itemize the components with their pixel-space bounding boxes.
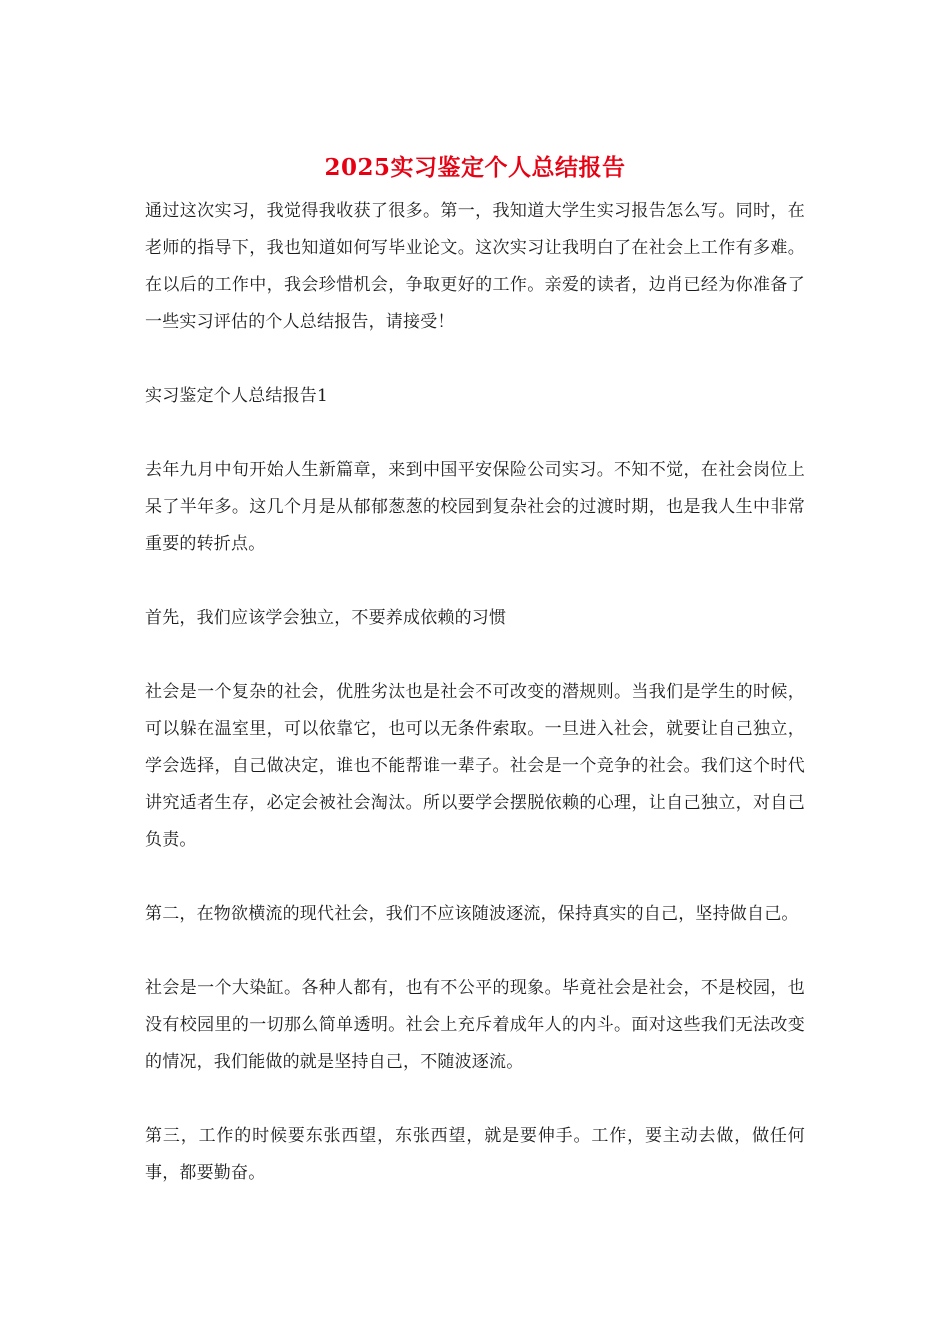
body-paragraph: 社会是一个复杂的社会，优胜劣汰也是社会不可改变的潜规则。当我们是学生的时候，可以躲在温室里，可以依靠它，也可以无条件索取。一旦进入社会，就要让自己独立，学会选择，自己做决定，谁也不能帮谁一辈子。社会是一个竞争的社会。我们这个时代讲究适者生存，必定会被社会淘汰。所以要学会摆脱依赖的心理，让自己独立，对自己负责。: [145, 682, 805, 850]
point-heading-first: 首先，我们应该学会独立，不要养成依赖的习惯: [145, 608, 507, 628]
document-body: [145, 193, 805, 1192]
section-heading-report-1: 实习鉴定个人总结报告1: [145, 386, 329, 406]
body-paragraph: 社会是一个大染缸。各种人都有，也有不公平的现象。毕竟社会是社会，不是校园，也没有校园里的一切那么简单透明。社会上充斥着成年人的内斗。面对这些我们无法改变的情况，我们能做的就是坚持自己，不随波逐流。: [145, 978, 805, 1072]
point-heading-second: 第二，在物欲横流的现代社会，我们不应该随波逐流，保持真实的自己，坚持做自己。: [145, 904, 799, 924]
body-paragraph: 去年九月中旬开始人生新篇章，来到中国平安保险公司实习。不知不觉，在社会岗位上呆了半年多。这几个月是从郁郁葱葱的校园到复杂社会的过渡时期，也是我人生中非常重要的转折点。: [145, 460, 805, 554]
point-heading-third: 第三，工作的时候要东张西望，东张西望，就是要伸手。工作，要主动去做，做任何事，都要勤奋。: [145, 1126, 805, 1183]
intro-paragraph: 通过这次实习，我觉得我收获了很多。第一，我知道大学生实习报告怎么写。同时，在老师的指导下，我也知道如何写毕业论文。这次实习让我明白了在社会上工作有多难。在以后的工作中，我会珍惜机会，争取更好的工作。亲爱的读者，边肖已经为你准备了一些实习评估的个人总结报告，请接受！: [145, 201, 805, 332]
document-title: 2025实习鉴定个人总结报告: [324, 154, 626, 181]
